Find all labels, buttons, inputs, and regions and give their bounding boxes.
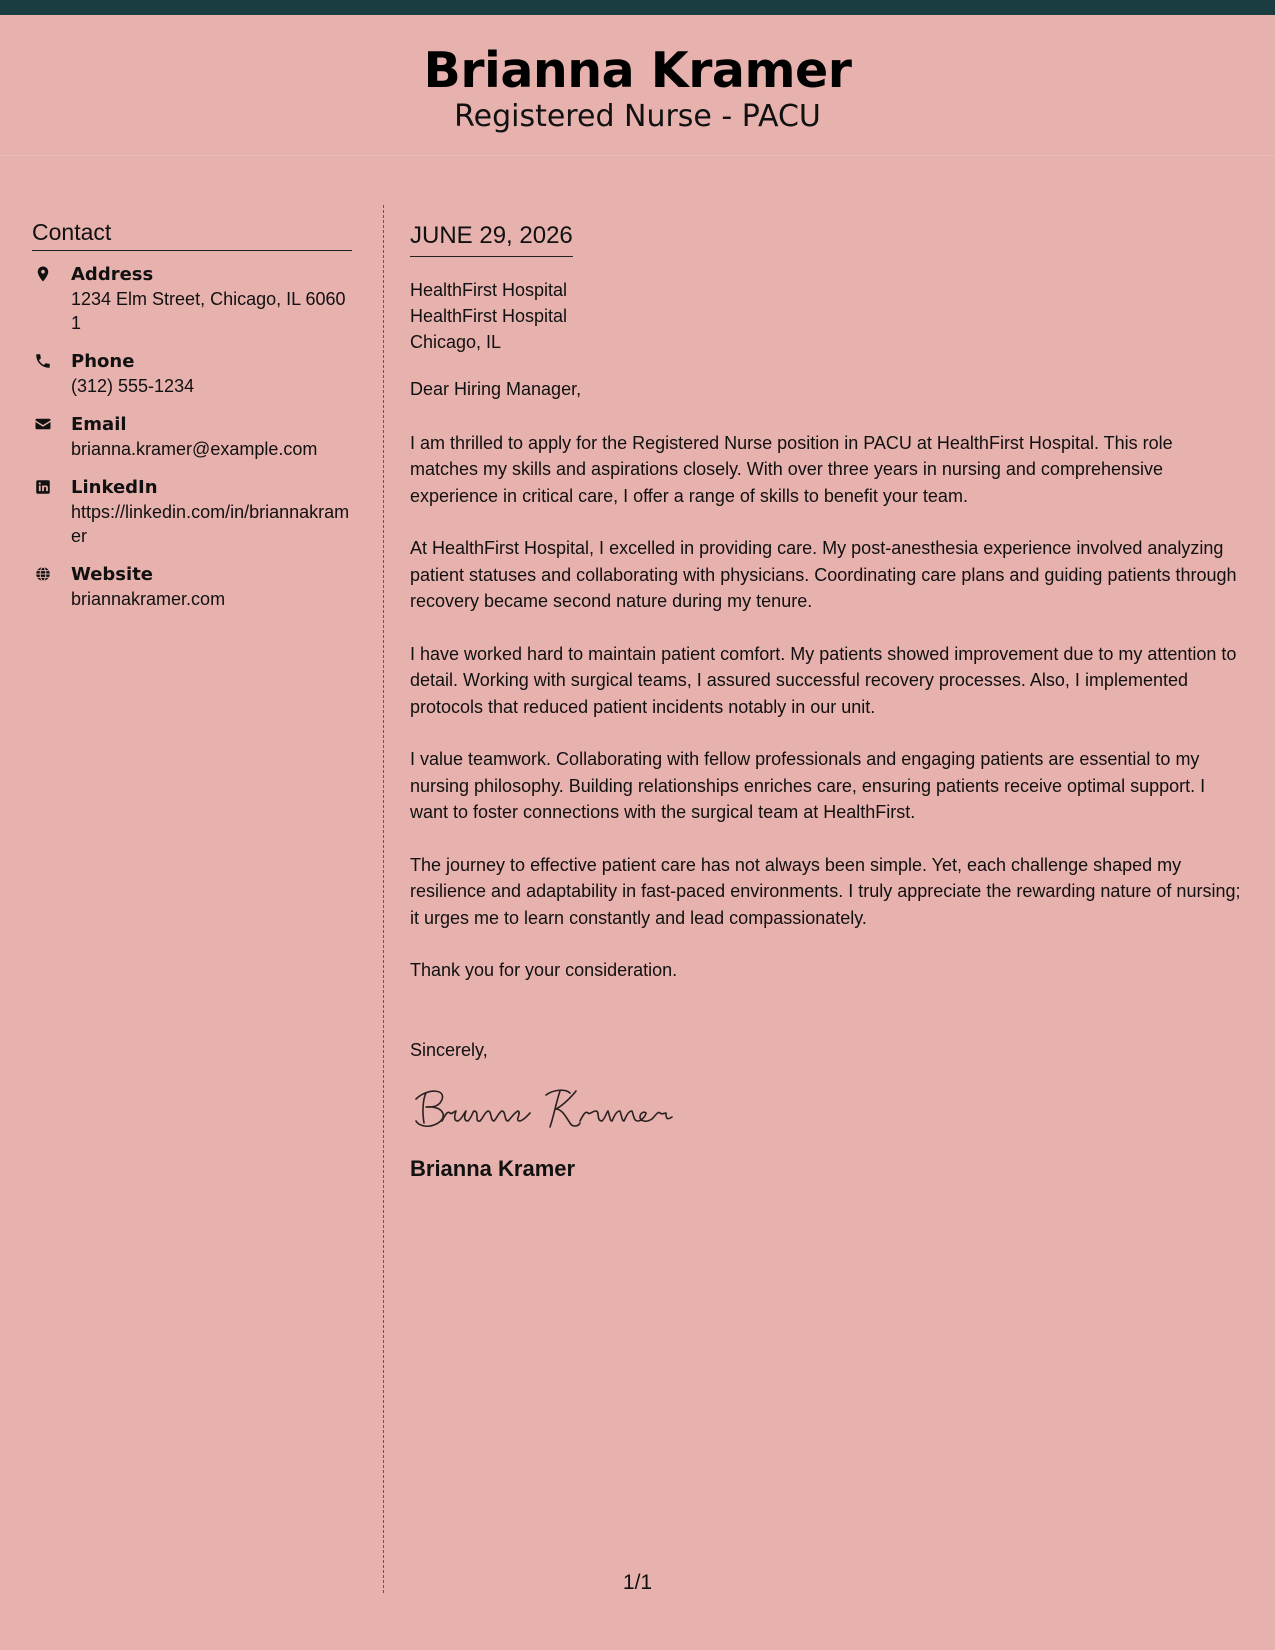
- map-pin-icon: [34, 265, 52, 283]
- contact-email: [32, 413, 352, 461]
- page-header: [0, 15, 1275, 156]
- letter-paragraph: I am thrilled to apply for the Registered Nurse position in PACU at HealthFirst Hospital. This role matches my skills and aspirations closely. With over three years in nursing and comprehensive experience in critical care, I offer a range of skills to benefit your team.: [410, 432, 1173, 506]
- globe-icon: [34, 565, 52, 583]
- job-title: Registered Nurse - PACU: [454, 99, 821, 134]
- recipient-line: HealthFirst Hospital: [410, 306, 568, 326]
- recipient-line: Chicago, IL: [410, 332, 502, 352]
- closing: Sincerely,: [410, 1039, 488, 1060]
- address-value: 1234 Elm Street, Chicago, IL 60601: [71, 289, 346, 333]
- linkedin-value[interactable]: https://linkedin.com/in/briannakramer: [71, 502, 350, 546]
- letter-date: JUNE 29, 2026: [410, 221, 573, 257]
- phone-value: (312) 555-1234: [71, 376, 195, 396]
- recipient-address: [410, 277, 1245, 355]
- website-label: Website: [71, 564, 154, 585]
- column-divider: [383, 205, 384, 1593]
- linkedin-label: LinkedIn: [71, 477, 158, 498]
- applicant-name: Brianna Kramer: [423, 42, 852, 99]
- contact-website: [32, 563, 352, 611]
- linkedin-icon: [34, 478, 52, 496]
- contact-sidebar: [32, 218, 352, 626]
- contact-heading: Contact: [32, 218, 352, 251]
- website-value[interactable]: briannakramer.com: [71, 589, 226, 609]
- email-label: Email: [71, 414, 127, 435]
- letter-paragraph: I value teamwork. Collaborating with fellow professionals and engaging patients are essential to my nursing philosophy. Building relationships enriches care, ensuring patients receive optimal support. I want to foster connections with the surgical team at HealthFirst.: [410, 749, 1206, 822]
- contact-phone: [32, 350, 352, 398]
- recipient-line: HealthFirst Hospital: [410, 280, 568, 300]
- letter-paragraph: At HealthFirst Hospital, I excelled in providing care. My post-anesthesia experience involved analyzing patient statuses and collaborating with physicians. Coordinating care plans and guiding patients through recovery became second nature during my tenure.: [410, 538, 1237, 611]
- page-number: 1/1: [622, 1571, 653, 1594]
- phone-label: Phone: [71, 351, 135, 372]
- letter-paragraph: I have worked hard to maintain patient comfort. My patients showed improvement due to my attention to detail. Working with surgical teams, I assured successful recovery processes. Also, I implemented protocols that reduced patient incidents notably in our unit.: [410, 643, 1237, 717]
- email-value: brianna.kramer@example.com: [71, 439, 318, 459]
- top-accent-bar: [0, 0, 1275, 15]
- letter-paragraph: Thank you for your consideration.: [410, 960, 678, 980]
- phone-icon: [34, 352, 52, 370]
- signer-name: Brianna Kramer: [410, 1156, 576, 1181]
- letter-body: [410, 221, 1245, 1183]
- address-label: Address: [71, 264, 154, 285]
- handwritten-signature: [410, 1083, 1245, 1135]
- letter-paragraph: The journey to effective patient care has not always been simple. Yet, each challenge shaped my resilience and adaptability in fast-paced environments. I truly appreciate the rewarding nature of nursing; it urges me to learn constantly and lead compassionately.: [410, 854, 1241, 928]
- contact-address: [32, 263, 352, 335]
- envelope-icon: [34, 415, 52, 433]
- salutation: Dear Hiring Manager,: [410, 379, 582, 399]
- contact-linkedin: [32, 476, 352, 548]
